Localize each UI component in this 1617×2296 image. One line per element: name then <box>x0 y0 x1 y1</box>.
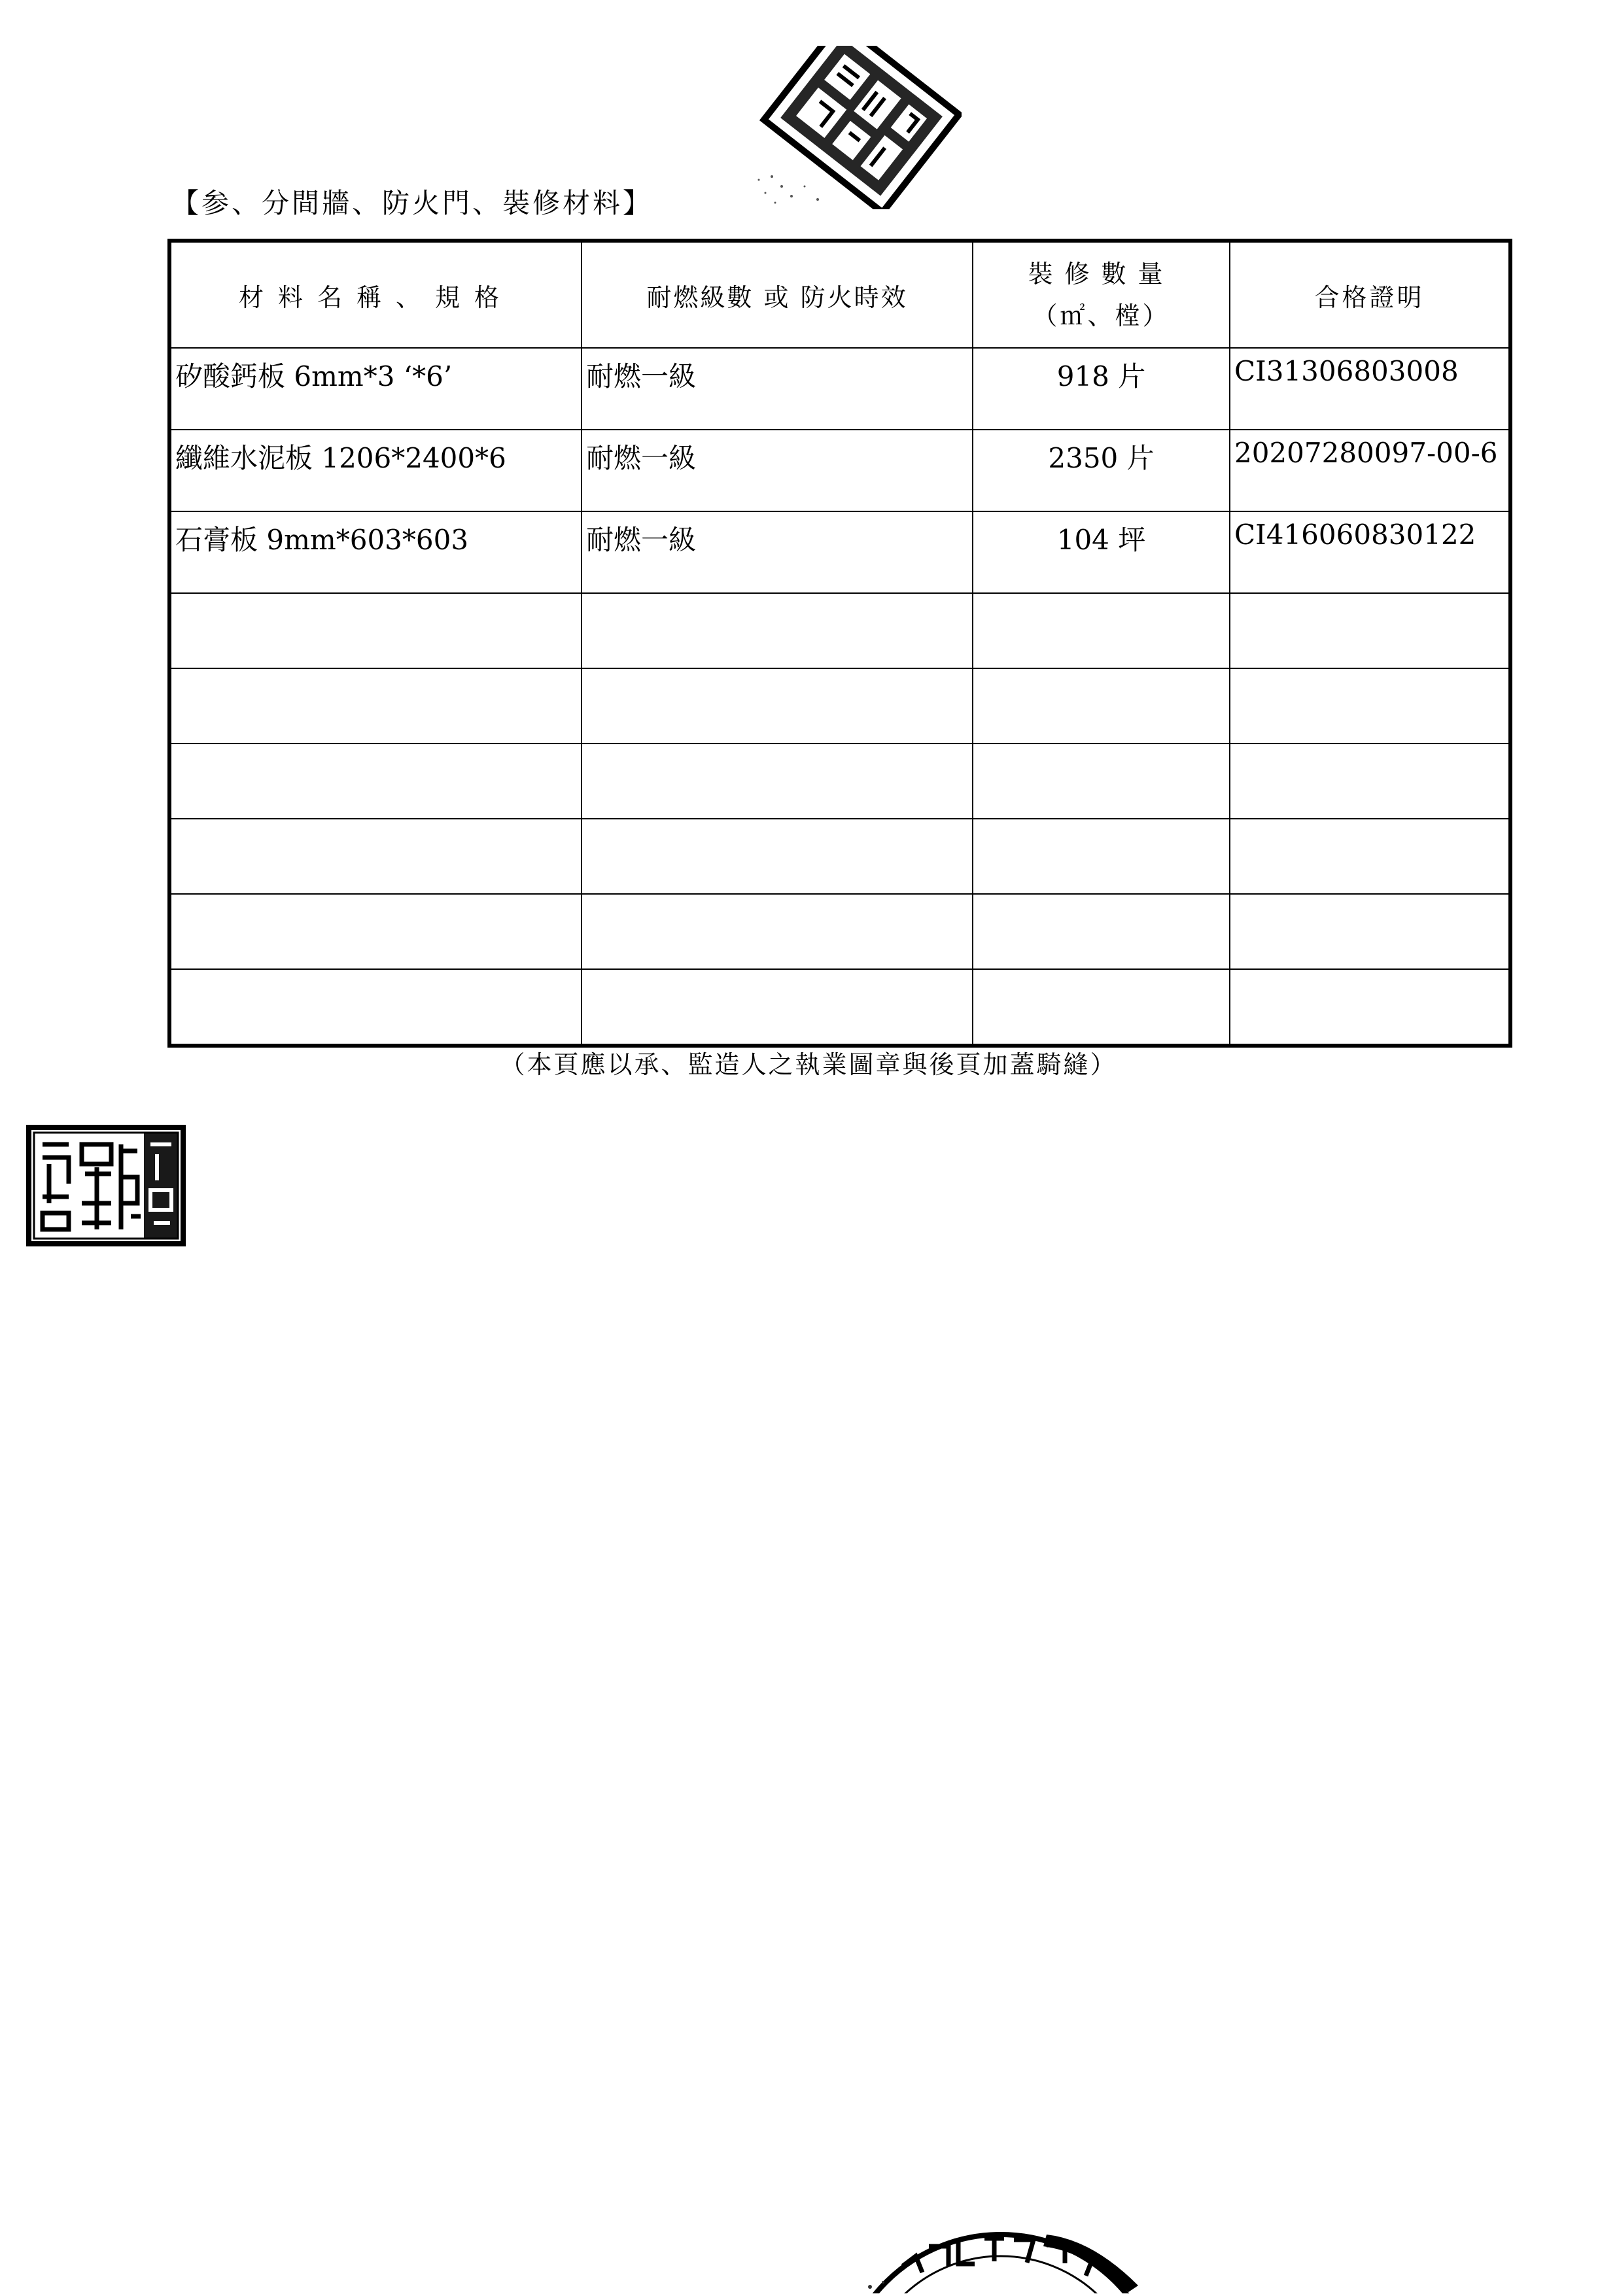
fire-rating-cell: 耐燃一級 <box>582 511 973 593</box>
table-row <box>169 511 1510 593</box>
table-row <box>169 348 1510 430</box>
table-header-row <box>169 241 1510 348</box>
fire-rating-cell: 耐燃一級 <box>582 348 973 430</box>
empty-table-row <box>169 894 1510 969</box>
material-name-cell: 石膏板 9mm*603*603 <box>169 511 582 593</box>
fire-rating-cell: 耐燃一級 <box>582 430 973 511</box>
quantity-cell: 104 坪 <box>973 511 1230 593</box>
empty-table-row <box>169 819 1510 894</box>
header-certificate: 合格證明 <box>1230 241 1510 348</box>
header-material-name: 材料名稱、規格 <box>169 241 582 348</box>
empty-table-row <box>169 668 1510 744</box>
material-name-cell: 纖維水泥板 1206*2400*6 <box>169 430 582 511</box>
seal-stamp-top <box>726 46 962 212</box>
quantity-cell: 918 片 <box>973 348 1230 430</box>
certificate-cell: CI31306803008 <box>1230 348 1510 430</box>
empty-table-row <box>169 744 1510 819</box>
quantity-cell: 2350 片 <box>973 430 1230 511</box>
footnote: （本頁應以承、監造人之執業圖章與後頁加蓋騎縫） <box>500 1050 1117 1079</box>
seal-stamp-bottom <box>831 2227 1171 2296</box>
certificate-cell: CI416060830122 <box>1230 511 1510 593</box>
certificate-cell: 20207280097-00-6 <box>1230 430 1510 511</box>
header-quantity-label: 裝修數量 <box>1028 260 1175 288</box>
header-quantity-unit: （㎡、樘） <box>1032 301 1170 330</box>
material-name-cell: 矽酸鈣板 6mm*3 ‘*6’ <box>169 348 582 430</box>
empty-table-row <box>169 969 1510 1046</box>
seal-stamp-left <box>26 1125 190 1252</box>
section-title: 【参、分間牆、防火門、裝修材料】 <box>171 187 653 219</box>
header-fire-rating: 耐燃級數 或 防火時效 <box>582 241 973 348</box>
header-quantity <box>973 241 1230 348</box>
table-row <box>169 430 1510 511</box>
empty-table-row <box>169 593 1510 668</box>
materials-table <box>167 239 1512 1048</box>
